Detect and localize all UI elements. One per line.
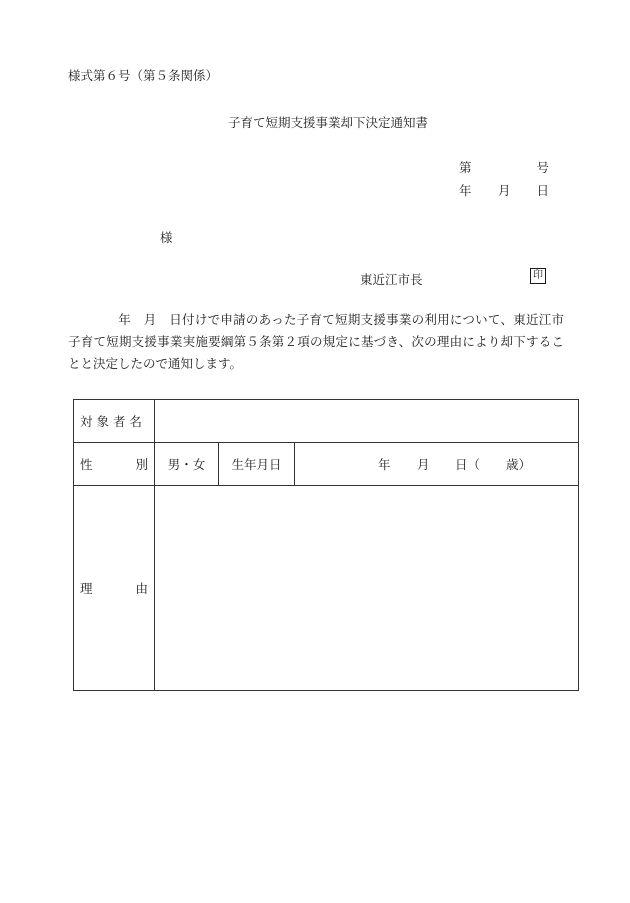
- dob-month: 月: [417, 457, 430, 472]
- sex-label-cell: [74, 443, 155, 486]
- dob-age: 歳）: [506, 457, 532, 472]
- reason-value-field[interactable]: [155, 486, 579, 691]
- reason-row: [74, 486, 579, 691]
- recipient-line: 様: [160, 230, 173, 245]
- dob-year: 年: [378, 457, 391, 472]
- dob-day: 日（: [455, 457, 481, 472]
- sex-label-right: 別: [135, 457, 148, 472]
- document-title: [0, 113, 630, 131]
- info-table: [73, 399, 579, 691]
- reason-label-right: 由: [135, 581, 148, 596]
- body-paragraph-text: 年 月 日付けで申請のあった子育て短期支援事業の利用について、東近江市子育て短期支援事業実施要綱第５条第２項の規定に基づき、次の理由により却下することと決定したので通知します。: [68, 312, 564, 371]
- sex-label-left: 性: [80, 457, 93, 472]
- subject-row: [74, 400, 579, 443]
- issue-date-day: 日: [536, 183, 549, 198]
- issue-number-suffix: 号: [536, 160, 549, 175]
- dob-value-field[interactable]: [295, 443, 579, 486]
- issue-number-prefix: 第: [459, 160, 472, 175]
- body-paragraph: [68, 309, 564, 375]
- sex-dob-row: [74, 443, 579, 486]
- sex-options[interactable]: 男・女: [155, 443, 219, 486]
- dob-label: 生年月日: [219, 443, 295, 486]
- form-number: 様式第６号（第５条関係）: [68, 68, 219, 83]
- subject-label: 対 象 者 名: [74, 400, 155, 443]
- reason-label-left: 理: [80, 581, 93, 596]
- reason-label-cell: [74, 486, 155, 691]
- seal-mark: 印: [530, 268, 546, 284]
- document-title-text: 子育て短期支援事業却下決定通知書: [227, 115, 428, 130]
- issue-date-month: 月: [498, 183, 511, 198]
- issue-date-year: 年: [459, 183, 472, 198]
- subject-value-field[interactable]: [155, 400, 579, 443]
- sender-name: 東近江市長: [360, 272, 423, 287]
